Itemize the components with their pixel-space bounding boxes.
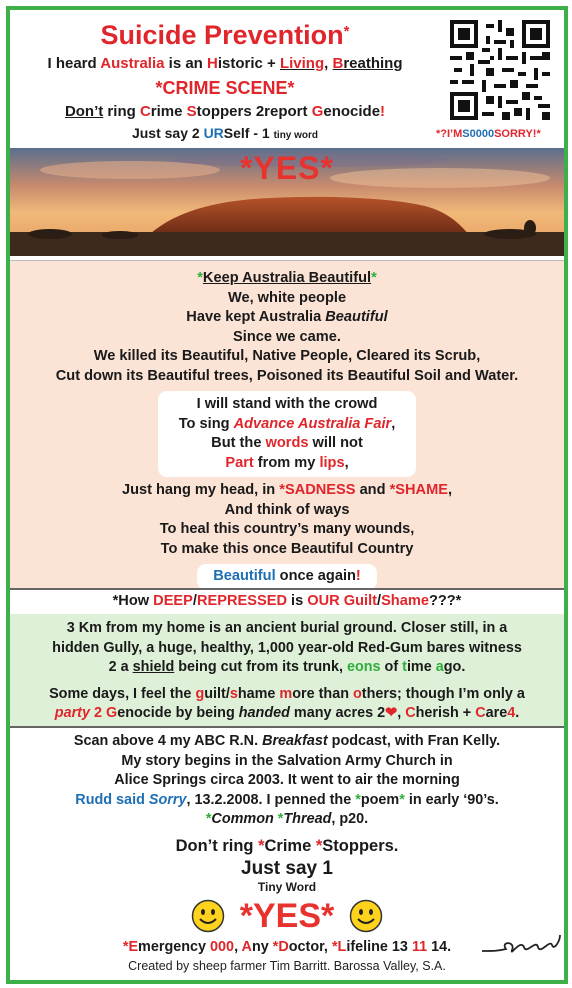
poem-line: We, white people — [227, 289, 347, 306]
story-line: My story begins in the Salvation Army Church in — [121, 752, 453, 769]
poem-line: And think of ways — [224, 501, 350, 518]
page-title: Suicide Prevention* — [100, 20, 350, 50]
tiny-word-line: Tiny Word — [257, 879, 317, 894]
header-line-urself: Just say 2 URSelf - 1 tiny word — [131, 125, 319, 141]
header — [10, 10, 564, 144]
poem-line: To make this once Beautiful Country — [160, 540, 414, 557]
poem-line: To heal this country’s many wounds, — [159, 521, 415, 537]
story-line: *Common *Thread, p20. — [205, 811, 369, 827]
poem-anthem-box — [158, 391, 416, 477]
story-section — [10, 728, 564, 980]
header-line-historic: I heard Australia is an Historic + Living, Breathing — [47, 55, 403, 72]
yes-row — [10, 897, 564, 935]
just-say-line: Just say 1 — [241, 857, 333, 879]
poem-line: To sing Advance Australia Fair, — [178, 415, 396, 432]
curly-line-icon — [480, 933, 562, 959]
poem-line: Cut down its Beautiful trees, Poisoned its Beautiful Soil and Water. — [55, 367, 519, 384]
green-line: Some days, I feel the guilt/shame more than others; though I’m only a — [49, 685, 525, 702]
yes-footer: *YES* — [239, 896, 335, 935]
poem-line: Just hang my head, in *SADNESS and *SHAME, — [121, 482, 453, 498]
poem-line: Since we came. — [233, 328, 341, 345]
crime-stoppers-line: Don’t ring *Crime *Stoppers. — [175, 836, 399, 855]
sorry-caption: *?I’MS0000SORRY!* — [436, 128, 541, 140]
poem-line: We killed its Beautiful, Native People, Cleared its Scrub, — [93, 348, 481, 364]
yes-headline: *YES* — [240, 150, 334, 186]
heart-icon: ❤ — [385, 705, 398, 721]
green-line: party 2 Genocide by being handed many acres 2❤, Cherish + Care4. — [54, 705, 520, 721]
green-line: 3 Km from my home is an ancient burial ground. Closer still, in a — [66, 620, 508, 636]
poem-closing-box: Beautiful once again! — [197, 564, 377, 590]
story-line: Scan above 4 my ABC R.N. Breakfast podcast, with Fran Kelly. — [73, 733, 501, 749]
qr-code-icon[interactable] — [450, 20, 550, 120]
story-line: Alice Springs circa 2003. It went to air the morning — [114, 772, 460, 788]
smiley-face-icon — [191, 899, 225, 933]
poem-section — [10, 260, 564, 589]
header-line-genocide: Don’t ring Crime Stoppers 2report Genocide! — [64, 103, 386, 120]
guilt-question: *How DEEP/REPRESSED is OUR Guilt/Shame???* — [112, 593, 462, 609]
story-line: Rudd said Sorry, 13.2.2008. I penned the *poem* in early ‘90’s. — [75, 791, 499, 808]
guilt-question-bar — [10, 588, 564, 616]
poem-title: *Keep Australia Beautiful* — [197, 270, 377, 286]
burial-ground-section — [10, 614, 564, 728]
green-line: hidden Gully, a huge, healthy, 1,000 year-old Red-Gum bares witness — [52, 639, 522, 656]
smiley-face-icon — [349, 899, 383, 933]
green-line: 2 a shield being cut from its trunk, eons of time ago. — [108, 659, 466, 675]
emergency-line: *Emergency 000, Any *Doctor, *Lifeline 13 11 14. — [122, 938, 452, 955]
poster — [6, 6, 568, 984]
poem-line: Part from my lips, — [225, 454, 349, 471]
poem-line: But the words will not — [211, 435, 363, 451]
crime-scene-heading: *CRIME SCENE* — [155, 78, 295, 98]
poem-line: Have kept Australia Beautiful — [186, 309, 388, 325]
poem-line: I will stand with the crowd — [196, 396, 378, 412]
uluru-photo — [10, 148, 564, 256]
credit-line: Created by sheep farmer Tim Barritt. Barossa Valley, S.A. — [128, 959, 446, 973]
